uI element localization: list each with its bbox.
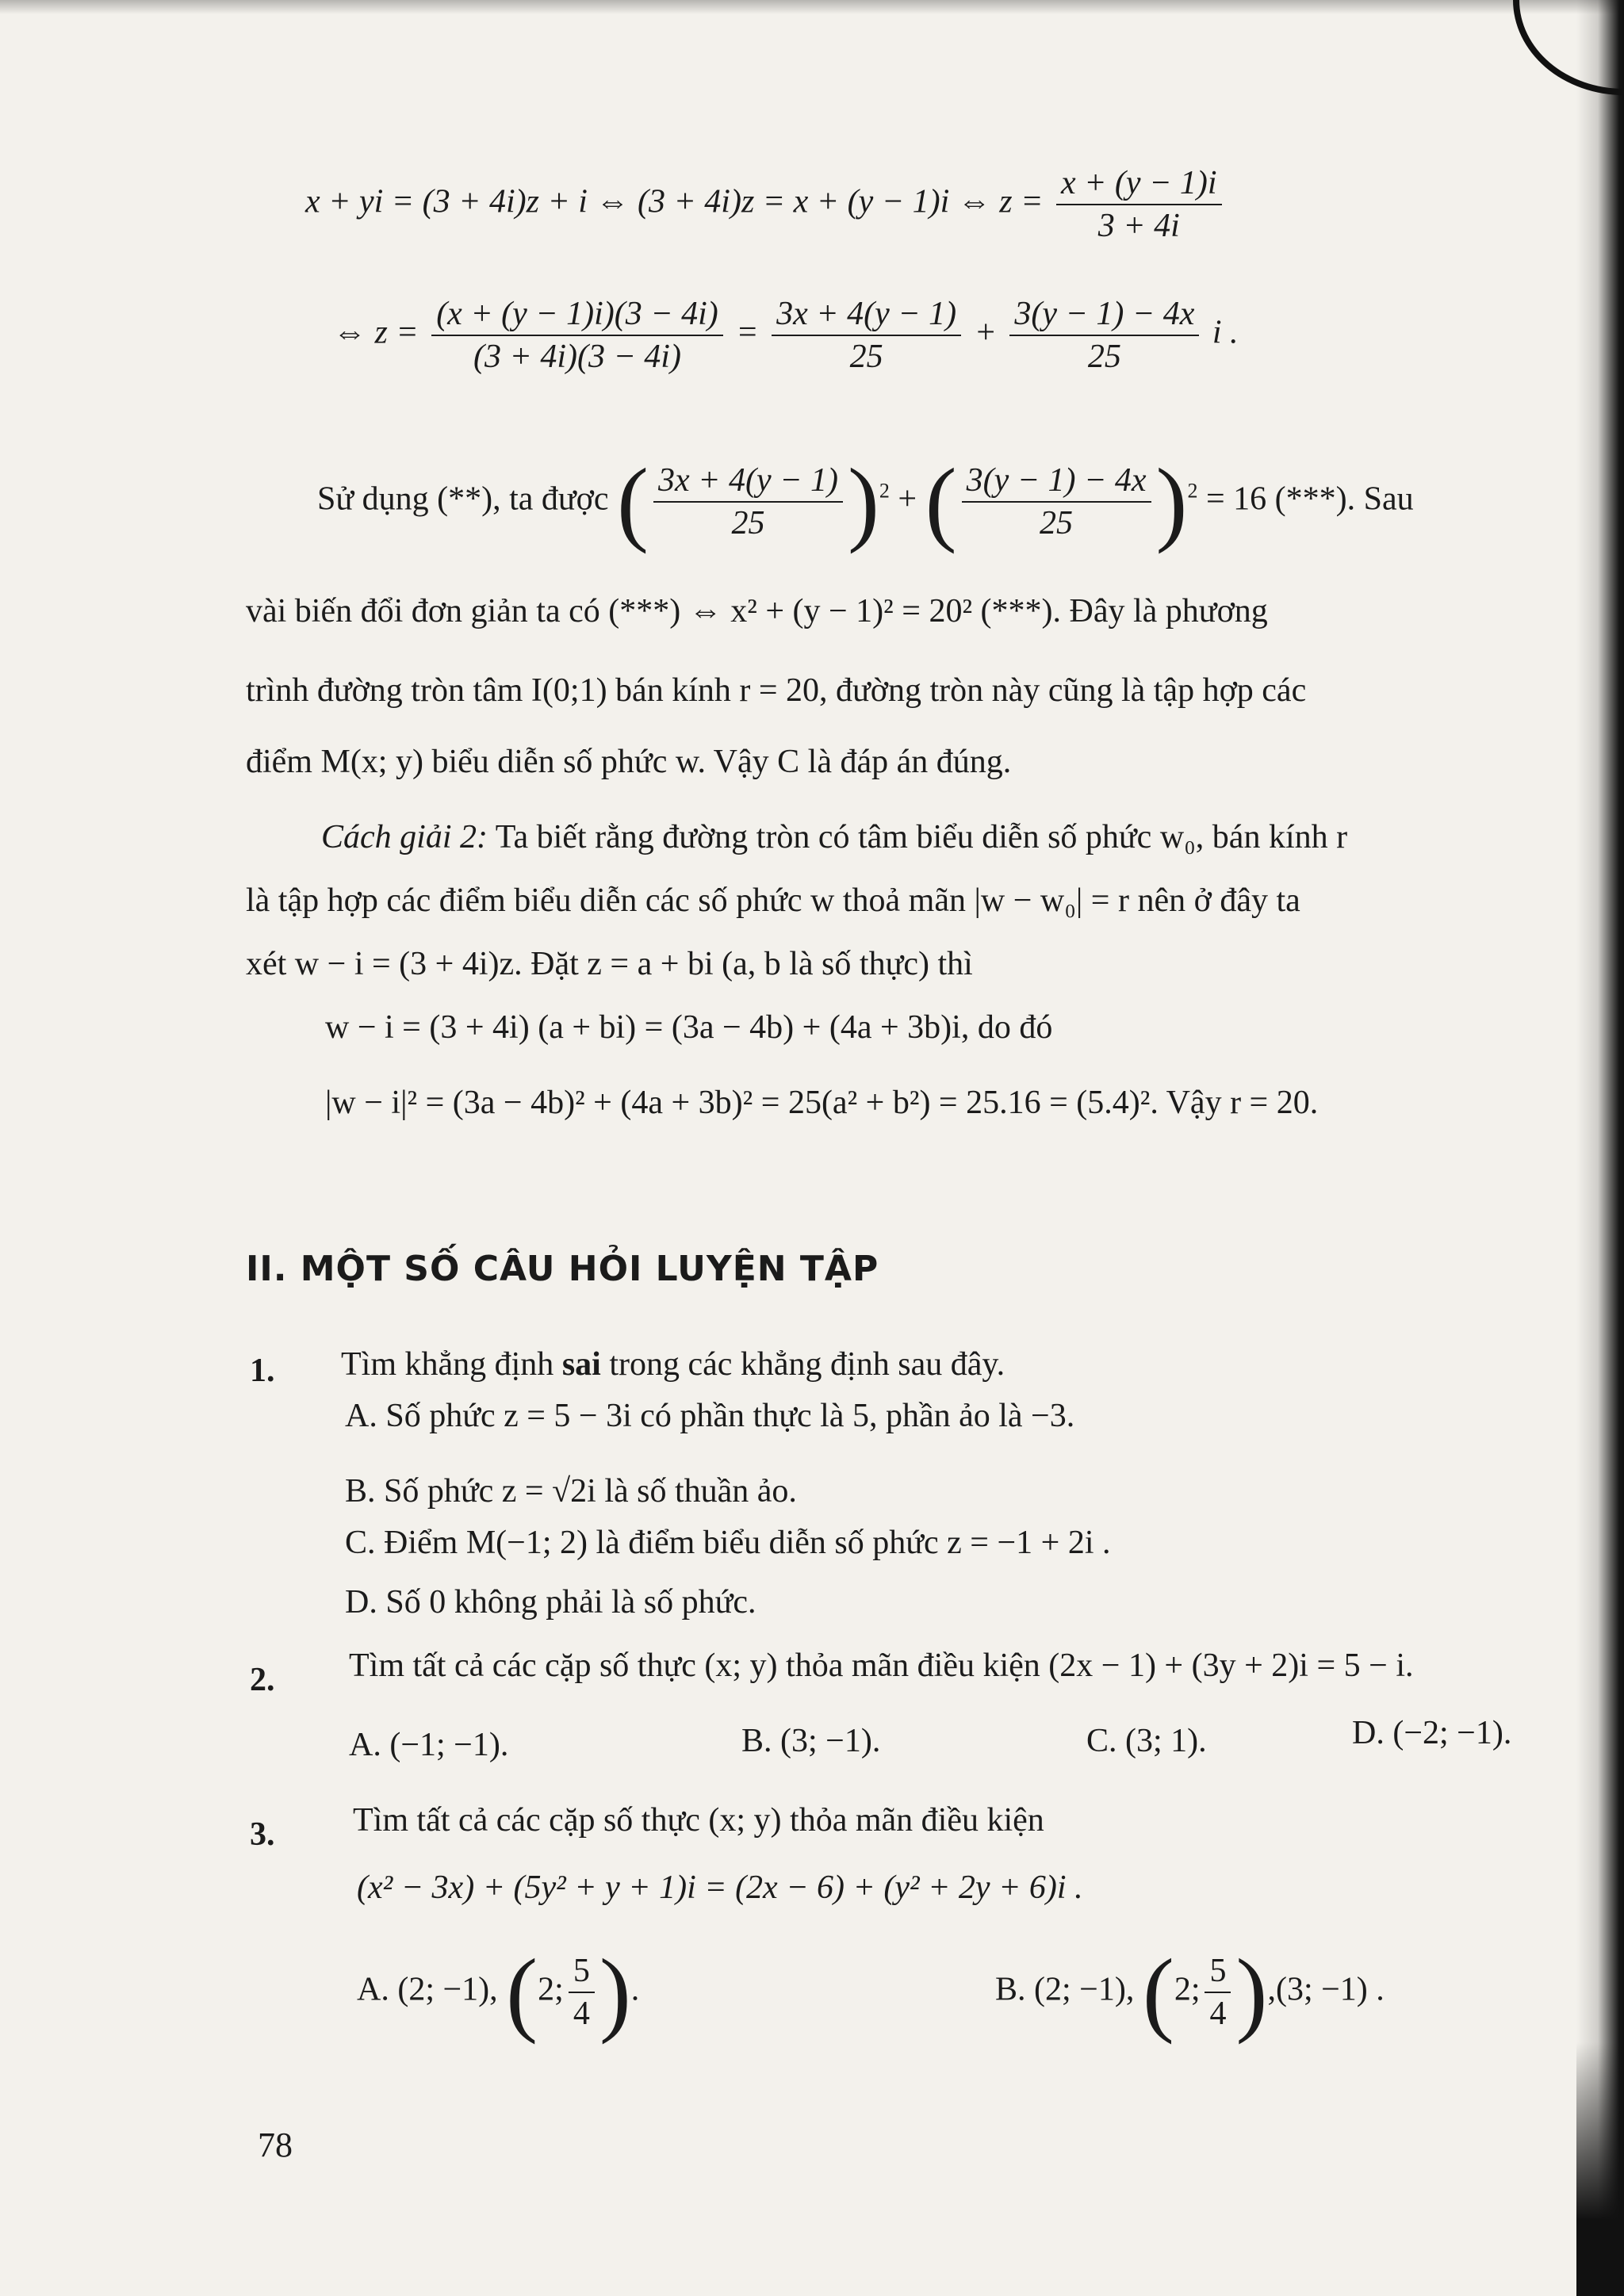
stem-text: Tìm khẳng định bbox=[341, 1346, 554, 1383]
paragraph-line: là tập hợp các điểm biểu diễn các số phức w thoả mãn |w − w₀| = r nên ở đây ta bbox=[246, 882, 1300, 919]
answer-option: D. Số 0 không phải là số phức. bbox=[345, 1584, 756, 1621]
question-number: 2. bbox=[250, 1662, 275, 1698]
left-parenthesis-icon: ( bbox=[1142, 1939, 1174, 2045]
fraction-numerator: 3x + 4(y − 1) bbox=[653, 460, 843, 503]
right-parenthesis-icon: ) bbox=[599, 1939, 631, 2045]
stem-text: trong các khẳng định sau đây. bbox=[609, 1346, 1005, 1383]
fraction bbox=[569, 1950, 595, 2034]
paragraph-line: điểm M(x; y) biểu diễn số phức w. Vậy C là đáp án đúng. bbox=[246, 744, 1012, 780]
fraction bbox=[1056, 163, 1222, 247]
question-stem: Tìm tất cả các cặp số thực (x; y) thỏa mãn điều kiện bbox=[353, 1802, 1044, 1839]
fraction-denominator: 4 bbox=[1209, 1996, 1227, 2032]
right-parenthesis-icon: ) bbox=[847, 449, 879, 554]
scan-top-shadow bbox=[0, 0, 1624, 14]
fraction-denominator: 25 bbox=[849, 339, 883, 375]
fraction bbox=[653, 460, 843, 544]
left-parenthesis-icon: ( bbox=[617, 449, 649, 554]
fraction-denominator: 25 bbox=[1087, 339, 1121, 375]
page-number: 78 bbox=[258, 2126, 293, 2164]
option-text: A. (2; −1), bbox=[357, 1971, 498, 2008]
paragraph-line: xét w − i = (3 + 4i)z. Đặt z = a + bi (a, b là số thực) thì bbox=[246, 946, 973, 982]
answer-option: B. Số phức z = √2i là số thuần ảo. bbox=[345, 1473, 797, 1510]
fraction bbox=[1009, 293, 1199, 377]
equals-sign: = bbox=[736, 314, 759, 351]
fraction bbox=[772, 293, 961, 377]
equation-line-1 bbox=[305, 163, 1227, 247]
fraction-numerator: (x + (y − 1)i)(3 − 4i) bbox=[431, 293, 723, 336]
fraction-numerator: 3(y − 1) − 4x bbox=[962, 460, 1151, 503]
answer-option: C. Điểm M(−1; 2) là điểm biểu diễn số phức z = −1 + 2i . bbox=[345, 1525, 1111, 1561]
right-parenthesis-icon: ) bbox=[1235, 1939, 1268, 2045]
fraction-numerator: 5 bbox=[569, 1950, 595, 1993]
sentence-text: = 16 (***). Sau bbox=[1206, 480, 1414, 518]
fraction-denominator: 25 bbox=[1040, 505, 1074, 541]
paragraph-line-method-2 bbox=[321, 817, 1347, 858]
section-heading: II. MỘT SỐ CÂU HỎI LUYỆN TẬP bbox=[246, 1249, 879, 1289]
answer-option: C. (3; 1). bbox=[1086, 1723, 1207, 1759]
answer-option: B. (2; −1), (2; $\frac{5}{4}$ ),(3; −1) . bbox=[995, 1939, 1385, 2045]
fraction-denominator: 3 + 4i bbox=[1097, 208, 1180, 244]
equation-text: i . bbox=[1212, 314, 1239, 351]
method-label: Cách giải 2: bbox=[321, 819, 488, 855]
fraction-numerator: 3(y − 1) − 4x bbox=[1009, 293, 1199, 336]
page-corner-curl bbox=[1513, 0, 1624, 95]
stem-emphasis: sai bbox=[561, 1346, 601, 1383]
option-text: B. (2; −1), bbox=[995, 1971, 1135, 2008]
equation-line-3: Sử dụng (**), ta được ( $\frac{3x + 4(y - 1)}{25}$ )$^2$ + ( $\frac{3(y - 1) - 4x}{25}$ )$^2$ = 16 (***). Sau bbox=[317, 449, 1414, 554]
equation-line-2 bbox=[333, 293, 1239, 377]
fraction-numerator: 3x + 4(y − 1) bbox=[772, 293, 961, 336]
question-number: 3. bbox=[250, 1816, 275, 1853]
answer-option: A. (2; −1), (2; $\frac{5}{4}$ ). bbox=[357, 1939, 640, 2045]
question-stem: Tìm tất cả các cặp số thực (x; y) thỏa mãn điều kiện (2x − 1) + (3y + 2)i = 5 − i. bbox=[349, 1647, 1414, 1684]
fraction-denominator: 4 bbox=[573, 1996, 590, 2032]
paragraph-line: vài biến đổi đơn giản ta có (***) ⇔ x² + (y − 1)² = 20² (***). Đây là phương bbox=[246, 593, 1268, 629]
sentence-text: Ta biết rằng đường tròn có tâm biểu diễn số phức w₀, bán kính r bbox=[495, 819, 1348, 855]
fraction-numerator: x + (y − 1)i bbox=[1056, 163, 1222, 205]
scan-right-edge bbox=[1576, 0, 1624, 2296]
fraction bbox=[962, 460, 1151, 544]
paragraph-line: trình đường tròn tâm I(0;1) bán kính r = 20, đường tròn này cũng là tập hợp các bbox=[246, 672, 1307, 709]
fraction-denominator: 25 bbox=[731, 505, 765, 541]
equation-text: x + yi = (3 + 4i)z + i ⇔ (3 + 4i)z = x + (y − 1)i ⇔ z = bbox=[305, 183, 1044, 220]
option-text: ,(3; −1) . bbox=[1267, 1971, 1385, 2008]
question-stem bbox=[341, 1344, 1005, 1385]
fraction-numerator: 5 bbox=[1205, 1950, 1231, 1993]
question-equation: (x² − 3x) + (5y² + y + 1)i = (2x − 6) + (y² + 2y + 6)i . bbox=[357, 1869, 1083, 1906]
answer-option: D. (−2; −1). bbox=[1352, 1715, 1512, 1751]
plus-sign: + bbox=[974, 314, 997, 351]
answer-option: B. (3; −1). bbox=[741, 1723, 881, 1759]
answer-option: A. (−1; −1). bbox=[349, 1727, 509, 1763]
left-parenthesis-icon: ( bbox=[506, 1939, 538, 2045]
paragraph-line: |w − i|² = (3a − 4b)² + (4a + 3b)² = 25(a² + b²) = 25.16 = (5.4)². Vậy r = 20. bbox=[325, 1085, 1319, 1121]
right-parenthesis-icon: ) bbox=[1155, 449, 1188, 554]
paragraph-line: w − i = (3 + 4i) (a + bi) = (3a − 4b) + (4a + 3b)i, do đó bbox=[325, 1009, 1053, 1046]
page-bottom-shadow bbox=[1576, 2042, 1624, 2296]
fraction bbox=[1205, 1950, 1231, 2034]
equation-text: ⇔ z = bbox=[333, 314, 419, 351]
answer-option: A. Số phức z = 5 − 3i có phần thực là 5, phần ảo là −3. bbox=[345, 1398, 1075, 1434]
question-number: 1. bbox=[250, 1353, 275, 1389]
fraction-denominator: (3 + 4i)(3 − 4i) bbox=[473, 339, 681, 375]
left-parenthesis-icon: ( bbox=[925, 449, 957, 554]
sentence-text: Sử dụng (**), ta được bbox=[317, 480, 609, 518]
fraction bbox=[431, 293, 723, 377]
